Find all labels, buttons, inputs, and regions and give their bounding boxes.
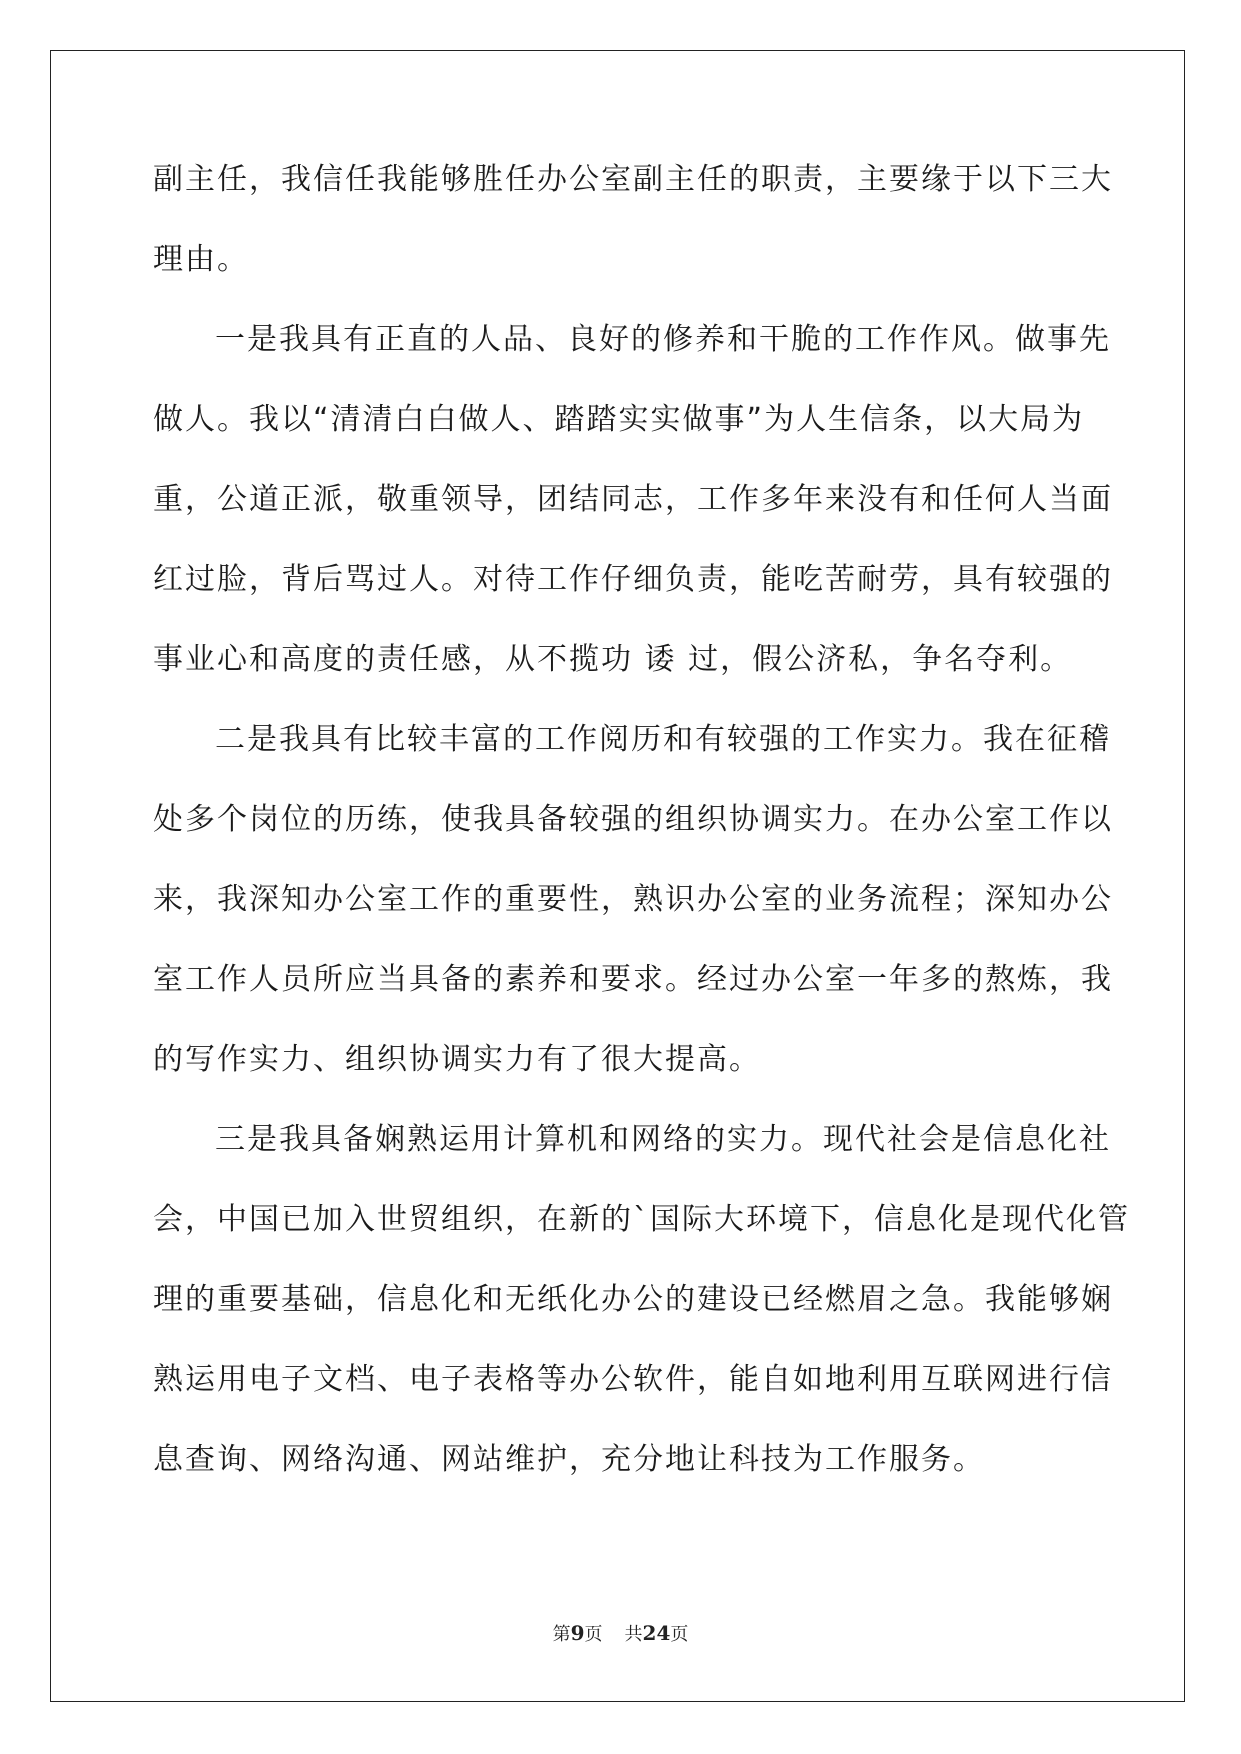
text-line: 室工作人员所应当具备的素养和要求。经过办公室一年多的熬炼，我 xyxy=(153,962,1113,997)
paragraph-start-line: 二是我具有比较丰富的工作阅历和有较强的工作实力。我在征稽 xyxy=(215,722,1111,757)
text-line: 理的重要基础，信息化和无纸化办公的建设已经燃眉之急。我能够娴 xyxy=(153,1282,1113,1317)
text-line: 会，中国已加入世贸组织，在新的`国际大环境下，信息化是现代化管 xyxy=(153,1202,1130,1237)
text-line: 做人。我以“清清白白做人、踏踏实实做事”为人生信条，以大局为 xyxy=(153,402,1085,437)
text-line: 红过脸，背后骂过人。对待工作仔细负责，能吃苦耐劳，具有较强的 xyxy=(153,562,1113,597)
text-line: 来，我深知办公室工作的重要性，熟识办公室的业务流程；深知办公 xyxy=(153,882,1113,917)
page-number: 9 xyxy=(570,1621,585,1645)
text-line: 重，公道正派，敬重领导，团结同志，工作多年来没有和任何人当面 xyxy=(153,482,1113,517)
page-suffix: 页 xyxy=(584,1624,603,1645)
text-line: 息查询、网络沟通、网站维护，充分地让科技为工作服务。 xyxy=(153,1442,985,1477)
text-line: 副主任，我信任我能够胜任办公室副主任的职责，主要缘于以下三大 xyxy=(153,162,1113,197)
document-body xyxy=(153,157,1130,1517)
total-prefix: 共 xyxy=(624,1624,643,1645)
text-line: 熟运用电子文档、电子表格等办公软件，能自如地利用互联网进行信 xyxy=(153,1362,1113,1397)
text-line: 事业心和高度的责任感，从不揽功 诿 过，假公济私，争名夺利。 xyxy=(153,642,1073,677)
total-suffix: 页 xyxy=(670,1624,689,1645)
total-pages: 24 xyxy=(642,1621,671,1645)
paragraph-start-line: 三是我具备娴熟运用计算机和网络的实力。现代社会是信息化社 xyxy=(215,1122,1111,1157)
paragraph-start-line: 一是我具有正直的人品、良好的修养和干脆的工作作风。做事先 xyxy=(215,322,1111,357)
text-line: 处多个岗位的历练，使我具备较强的组织协调实力。在办公室工作以 xyxy=(153,802,1113,837)
page-footer xyxy=(0,1620,1241,1646)
page-prefix: 第 xyxy=(552,1624,571,1645)
text-line: 的写作实力、组织协调实力有了很大提高。 xyxy=(153,1042,761,1077)
text-line: 理由。 xyxy=(153,242,249,277)
